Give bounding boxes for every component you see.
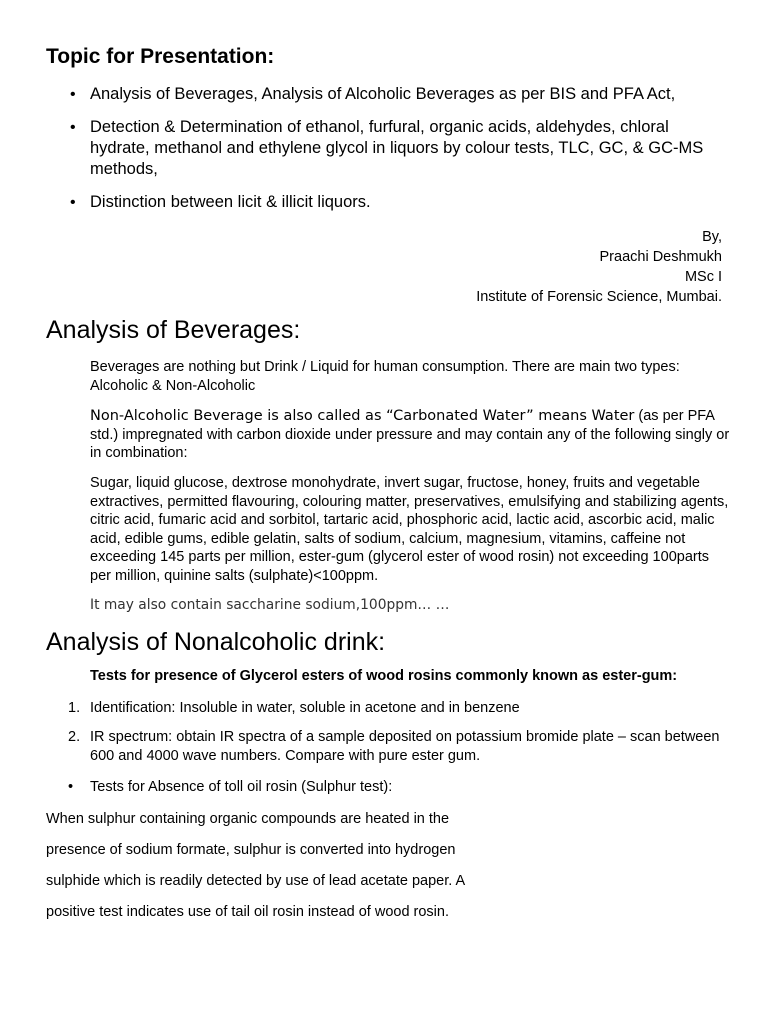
ester-gum-tests-list bbox=[68, 699, 728, 776]
body-line: sulphide which is readily detected by use of lead acetate paper. A bbox=[46, 873, 466, 889]
topic-heading: Topic for Presentation: bbox=[46, 45, 275, 68]
ester-gum-tests-title: Tests for presence of Glycerol esters of wood rosins commonly known as ester-gum: bbox=[90, 668, 678, 684]
sulphur-test-label: Tests for Absence of toll oil rosin (Sulphur test): bbox=[90, 779, 393, 795]
list-text: Identification: Insoluble in water, soluble in acetone and in benzene bbox=[90, 700, 520, 716]
author-name: Praachi Deshmukh bbox=[599, 249, 722, 265]
topic-item: • Detection & Determination of ethanol, furfural, organic acids, aldehydes, chloral hydrate, methanol and ethylene glycol in liquors by colour tests, TLC, GC, & GC-MS methods, bbox=[72, 117, 732, 180]
saccharine-note: It may also contain saccharine sodium,100ppm… … bbox=[90, 597, 450, 613]
byline-by: By, bbox=[702, 229, 722, 245]
nonalcoholic-definition bbox=[90, 407, 730, 463]
list-item bbox=[68, 699, 728, 718]
body-line: positive test indicates use of tail oil rosin instead of wood rosin. bbox=[46, 904, 449, 920]
body-line: presence of sodium formate, sulphur is converted into hydrogen bbox=[46, 842, 456, 858]
body-line: When sulphur containing organic compounds are heated in the bbox=[46, 811, 450, 827]
sulphur-test-bullet bbox=[68, 778, 750, 797]
list-number: 1. bbox=[68, 700, 81, 716]
list-item bbox=[68, 728, 728, 766]
ingredients-paragraph: Sugar, liquid glucose, dextrose monohydrate, invert sugar, fructose, honey, fruits and vegetable extractives, permitted flavouring, colouring matter, preservatives, emulsifying and stabilizing agents, citric acid, fumaric acid and sorbitol, tartaric acid, phosphoric acid, lactic acid, ascorbic acid, malic acid, edible gums, edible gelatin, salts of sodium, calcium, magnesium, vitamins, caffeine not exceeding 145 parts per million, ester-gum (glycerol ester of wood rosin) not exceeding 100parts per million, quinine salts (sulphate)<100ppm. bbox=[90, 475, 729, 584]
author-institute: Institute of Forensic Science, Mumbai. bbox=[476, 289, 722, 305]
nonalcoholic-heading: Analysis of Nonalcoholic drink: bbox=[46, 628, 386, 656]
list-text: IR spectrum: obtain IR spectra of a sample deposited on potassium bromide plate – scan between 600 and 4000 wave numbers. Compare with pure ester gum. bbox=[90, 729, 720, 764]
list-number: 2. bbox=[68, 729, 81, 745]
topic-item: • Distinction between licit & illicit liquors. bbox=[72, 192, 732, 213]
bullet-dot: • bbox=[68, 779, 74, 795]
sulphur-test-description bbox=[46, 808, 646, 932]
beverages-heading: Analysis of Beverages: bbox=[46, 316, 301, 344]
definition-lead: Non-Alcoholic Beverage is also called as “Carbonated Water” means Water bbox=[90, 408, 635, 424]
definition-rest: (as per PFA std.) impregnated with carbon dioxide under pressure and may contain any of the following singly or in combination: bbox=[90, 408, 730, 461]
topic-item: • Analysis of Beverages, Analysis of Alcoholic Beverages as per BIS and PFA Act, bbox=[72, 84, 732, 105]
author-byline bbox=[476, 227, 722, 307]
topic-list bbox=[72, 84, 732, 225]
author-degree: MSc I bbox=[684, 269, 722, 285]
beverages-intro: Beverages are nothing but Drink / Liquid for human consumption. There are main two types: Alcoholic & Non-Alcoholic bbox=[90, 359, 680, 394]
